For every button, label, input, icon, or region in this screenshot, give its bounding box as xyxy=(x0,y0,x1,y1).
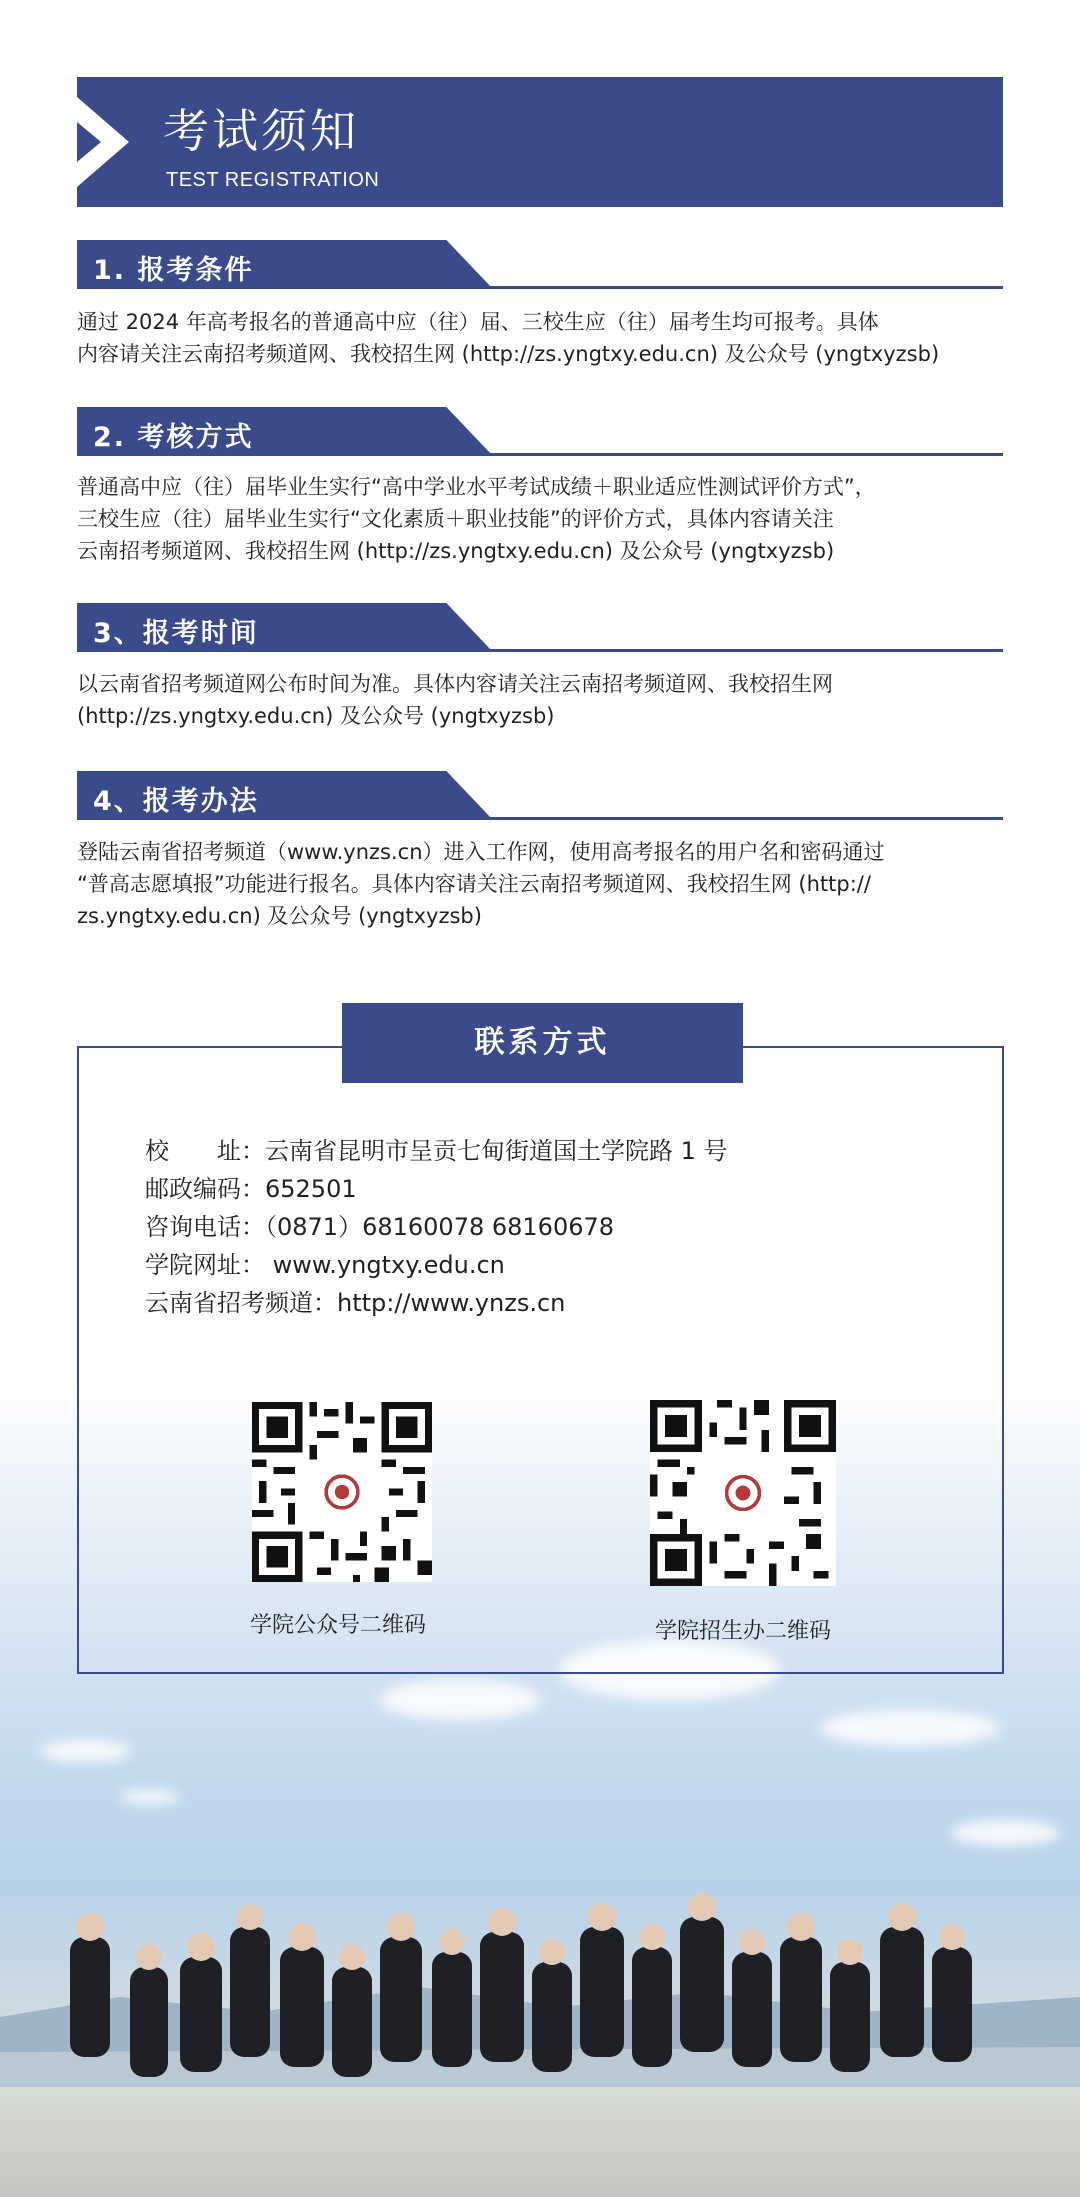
section-heading: 4、报考办法 xyxy=(93,786,259,817)
section-header-method xyxy=(77,771,1003,823)
contact-exam-channel[interactable]: 云南省招考频道：http://www.ynzs.cn xyxy=(145,1289,566,1317)
section-header-time xyxy=(77,603,1003,655)
qr-caption-wechat: 学院公众号二维码 xyxy=(249,1613,426,1638)
body-line: 内容请关注云南招考频道网、我校招生网 (http://zs.yngtxy.edu.cn) 及公众号 (yngtxyzsb) xyxy=(77,342,940,366)
body-line: “普高志愿填报”功能进行报名。具体内容请关注云南招考频道网、我校招生网 (http:// xyxy=(77,872,871,896)
body-line: 云南招考频道网、我校招生网 (http://zs.yngtxy.edu.cn) 及公众号 (yngtxyzsb) xyxy=(77,539,835,563)
qr-code-icon xyxy=(650,1400,830,1580)
section-heading: 2. 考核方式 xyxy=(93,422,254,453)
body-line: 登陆云南省招考频道（www.ynzs.cn）进入工作网，使用高考报名的用户名和密码通过 xyxy=(77,840,885,864)
qr-code-icon xyxy=(252,1402,432,1582)
contact-list xyxy=(145,1132,728,1322)
section-heading: 1. 报考条件 xyxy=(93,255,254,286)
chevron-right-icon xyxy=(77,77,137,207)
page-title: 考试须知 xyxy=(163,104,359,158)
section-header-assessment xyxy=(77,407,1003,459)
body-line: 普通高中应（往）届毕业生实行“高中学业水平考试成绩＋职业适应性测试评价方式”， xyxy=(77,475,876,499)
body-line: 通过 2024 年高考报名的普通高中应（往）届、三校生应（往）届考生均可报考。具体 xyxy=(77,310,879,334)
section-body-conditions xyxy=(77,306,1003,370)
body-line: zs.yngtxy.edu.cn) 及公众号 (yngtxyzsb) xyxy=(77,904,482,928)
contact-phone: 咨询电话：（0871）68160078 68160678 xyxy=(145,1213,615,1241)
contact-website[interactable]: 学院网址： www.yngtxy.edu.cn xyxy=(145,1251,505,1279)
section-body-time xyxy=(77,668,1003,732)
section-body-method xyxy=(77,836,1003,932)
contact-heading: 联系方式 xyxy=(342,1003,743,1083)
contact-postcode: 邮政编码：652501 xyxy=(145,1175,357,1203)
body-line: 三校生应（往）届毕业生实行“文化素质＋职业技能”的评价方式，具体内容请关注 xyxy=(77,507,834,531)
body-line: (http://zs.yngtxy.edu.cn) 及公众号 (yngtxyzsb) xyxy=(77,704,555,728)
section-body-assessment xyxy=(77,471,1003,567)
page-subtitle: TEST REGISTRATION xyxy=(166,169,380,191)
header-banner xyxy=(77,77,1003,207)
section-heading: 3、报考时间 xyxy=(93,618,259,649)
qr-caption-admissions: 学院招生办二维码 xyxy=(654,1619,831,1644)
ground xyxy=(0,2087,1080,2197)
section-header-conditions xyxy=(77,240,1003,292)
body-line: 以云南省招考频道网公布时间为准。具体内容请关注云南招考频道网、我校招生网 xyxy=(77,672,833,696)
contact-address: 校 址：云南省昆明市呈贡七甸街道国土学院路 1 号 xyxy=(145,1137,728,1165)
